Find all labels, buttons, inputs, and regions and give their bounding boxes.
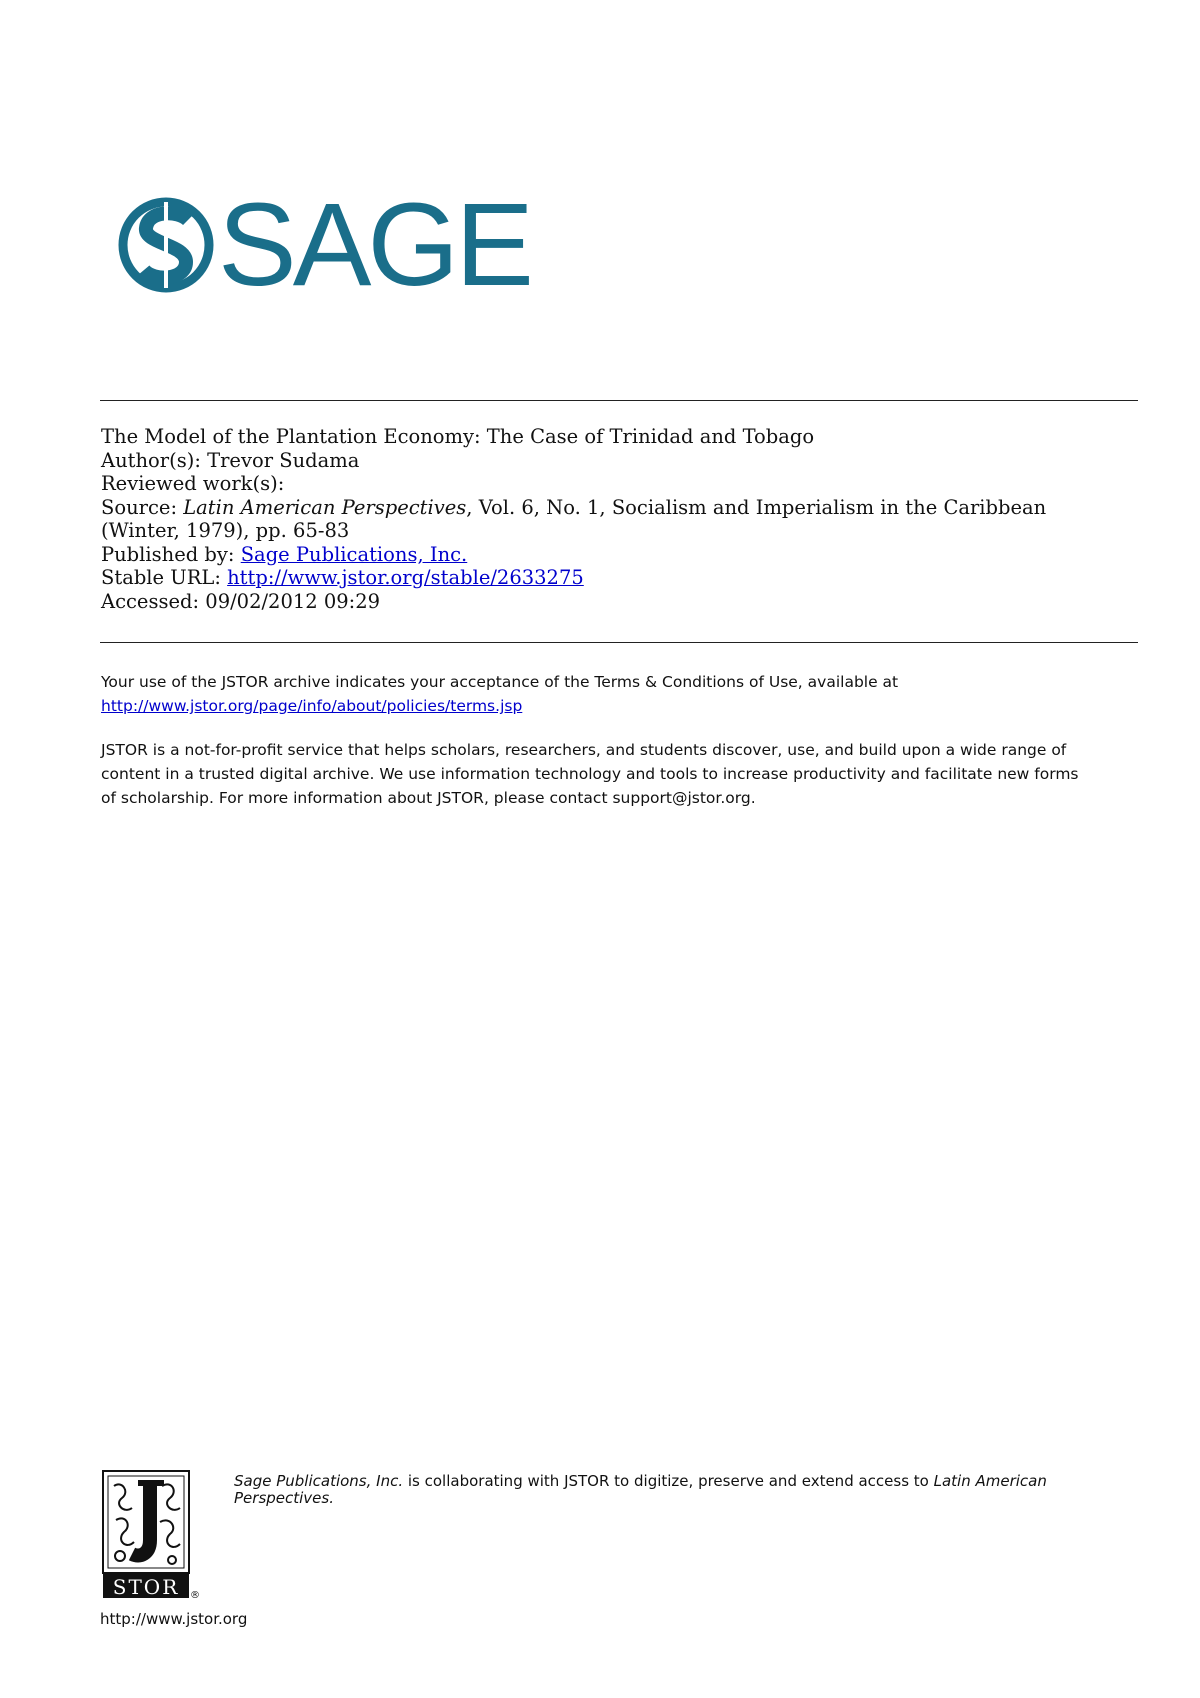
article-title: The Model of the Plantation Economy: The Case of Trinidad and Tobago [101,425,815,448]
collab-journal-a: Latin American [933,1472,1047,1490]
authors-label: Author(s): [101,448,201,472]
terms-link[interactable]: http://www.jstor.org/page/info/about/policies/terms.jsp [101,697,523,715]
sage-logo [118,180,530,310]
publisher-link[interactable]: Sage Publications, Inc. [240,542,468,566]
accessed-line [101,590,1141,614]
sage-s-circle-icon [118,190,214,300]
sage-wordmark: SAGE [218,179,530,311]
source-line [101,496,1141,520]
terms-text: Your use of the JSTOR archive indicates your acceptance of the Terms & Conditions of Use, available at [101,673,899,691]
collab-journal-b: Perspectives. [234,1489,334,1507]
stable-url-link[interactable]: http://www.jstor.org/stable/2633275 [227,566,584,589]
accessed-label: Accessed: [101,589,200,613]
authors-value: Trevor Sudama [207,448,360,472]
source-label: Source: [101,495,178,519]
jstor-description-line-1: JSTOR is a not-for-profit service that helps scholars, researchers, and students discover, use, and build upon a wide range of [101,741,1067,759]
stable-url-label: Stable URL: [101,566,221,589]
collab-text: is collaborating with JSTOR to digitize, preserve and extend access to [403,1472,934,1490]
bottom-divider [100,642,1138,643]
jstor-description-line-2: content in a trusted digital archive. We use information technology and tools to increase productivity and facilitate new forms [101,765,1079,783]
source-details: , Vol. 6, No. 1, Socialism and Imperialism in the Caribbean [466,495,1047,519]
jstor-logo-text: STOR [112,1575,180,1599]
published-by-line [101,543,1141,567]
terms-notice [101,670,1141,810]
jstor-description-line-3: of scholarship. For more information about JSTOR, please contact support@jstor.org. [101,789,756,807]
citation-block [101,425,1141,613]
authors-line [101,449,1141,473]
journal-title: Latin American Perspectives [183,495,467,519]
registered-mark: ® [190,1590,200,1600]
jstor-home-link[interactable]: http://www.jstor.org [100,1610,248,1628]
source-details-continued: (Winter, 1979), pp. 65-83 [101,519,350,542]
top-divider [100,400,1138,401]
reviewed-works-line: Reviewed work(s): [101,472,285,495]
accessed-value: 09/02/2012 09:29 [205,589,381,613]
collab-publisher: Sage Publications, Inc. [234,1472,404,1490]
stable-url-line [101,566,1141,590]
jstor-j-logo-icon [102,1470,202,1600]
collaboration-statement [234,1473,1144,1507]
published-label: Published by: [101,542,235,566]
